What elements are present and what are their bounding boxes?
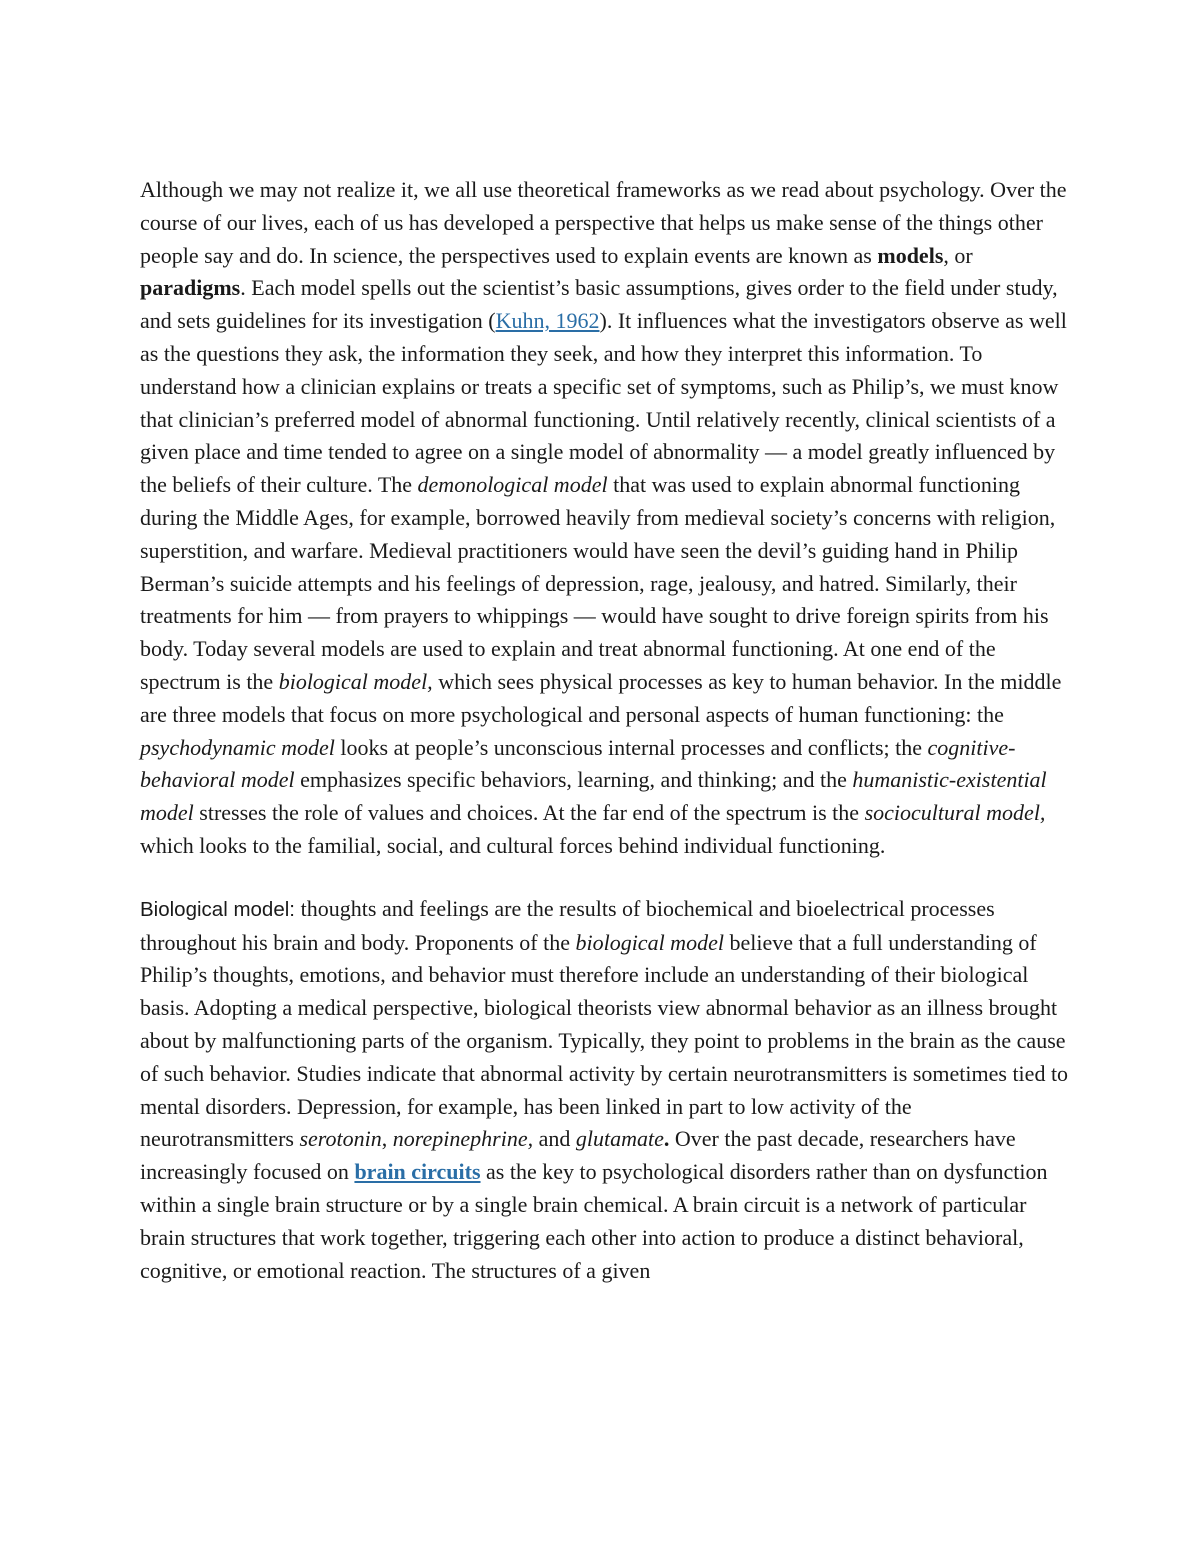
term-demonological-model: demonological model [417, 472, 608, 498]
term-biological-model: biological model [575, 929, 724, 955]
term-biological-model: biological model, [278, 668, 433, 694]
term-psychodynamic-model: psychodynamic model [140, 734, 335, 760]
paragraph-text: Over the past decade, researchers have increasingly focused on [140, 1126, 1016, 1185]
paragraph-theoretical-frameworks [140, 174, 1070, 863]
punctuation-period: . [663, 1126, 670, 1152]
paragraph-text: looks at people’s unconscious internal processes and conflicts; the [334, 734, 928, 760]
paragraph-text: and [533, 1126, 576, 1152]
paragraph-text: as the key to psychological disorders rather than on dysfunction within a single brain structure or by a single brain chemical. A brain circuit is a network of particular brain structures that work together, triggering each other into action to produce a distinct behavioral, cognitive, or emotional reaction. The structures of a given [140, 1159, 1048, 1283]
paragraph-text: stresses the role of values and choices. At the far end of the spectrum is the [193, 800, 865, 826]
paragraph-biological-model [140, 893, 1070, 1288]
term-humanistic-existential-model: humanistic-existential model [140, 767, 1047, 826]
term-paradigms: paradigms [140, 275, 241, 301]
term-sociocultural-model: sociocultural model, [864, 800, 1046, 826]
paragraph-text: emphasizes specific behaviors, learning, and thinking; and the [294, 767, 853, 793]
paragraph-text: . Each model spells out the scientist’s basic assumptions, gives order to the field under study, and sets guidelines for its investigation ( [140, 275, 1058, 334]
section-label-biological-model: Biological model: [140, 897, 301, 921]
paragraph-text: , [381, 1126, 393, 1152]
term-models: models [877, 242, 944, 268]
paragraph-text: , or [943, 242, 973, 268]
term-norepinephrine: norepinephrine, [392, 1126, 534, 1152]
citation-link-kuhn-1962[interactable]: Kuhn, 1962 [495, 308, 600, 334]
term-serotonin: serotonin [299, 1126, 382, 1152]
paragraph-text: believe that a full understanding of Philip’s thoughts, emotions, and behavior must therefore include an understanding of their biological basis. Adopting a medical perspective, biological theorists view abnormal behavior as an illness brought about by malfunctioning parts of the organism. Typically, they point to problems in the brain as the cause of such behavior. Studies indicate that abnormal activity by certain neurotransmitters is sometimes tied to mental disorders. Depression, for example, has been linked in part to low activity of the neurotransmitters [140, 929, 1069, 1152]
paragraph-text: which sees physical processes as key to human behavior. In the middle are three models that focus on more psychological and personal aspects of human functioning: the [140, 668, 1062, 727]
paragraph-text: Although we may not realize it, we all use theoretical frameworks as we read about psychology. Over the course of our lives, each of us has developed a perspective that helps us make sense of the things other people say and do. In science, the perspectives used to explain events are known as [140, 177, 1067, 268]
document-body [140, 174, 1070, 1287]
paragraph-text: that was used to explain abnormal functioning during the Middle Ages, for example, borrowed heavily from medieval society’s concerns with religion, superstition, and warfare. Medieval practitioners would have seen the devil’s guiding hand in Philip Berman’s suicide attempts and his feelings of depression, rage, jealousy, and hatred. Similarly, their treatments for him — from prayers to whippings — would have sought to drive foreign spirits from his body. Today several models are used to explain and treat abnormal functioning. At one end of the spectrum is the [140, 472, 1056, 694]
paragraph-text: ). It influences what the investigators observe as well as the questions they ask, the information they seek, and how they interpret this information. To understand how a clinician explains or treats a specific set of symptoms, such as Philip’s, we must know that clinician’s preferred model of abnormal functioning. Until relatively recently, clinical scientists of a given place and time tended to agree on a single model of abnormality — a model greatly influenced by the beliefs of their culture. The [140, 308, 1067, 498]
term-link-brain-circuits[interactable]: brain circuits [354, 1159, 481, 1185]
paragraph-text: which looks to the familial, social, and cultural forces behind individual functioning. [140, 832, 886, 858]
term-glutamate: glutamate [575, 1126, 664, 1152]
term-cognitive-behavioral-model: cognitive-behavioral model [140, 734, 1016, 793]
paragraph-text: thoughts and feelings are the results of biochemical and bioelectrical processes throughout his brain and body. Proponents of the [140, 895, 995, 955]
